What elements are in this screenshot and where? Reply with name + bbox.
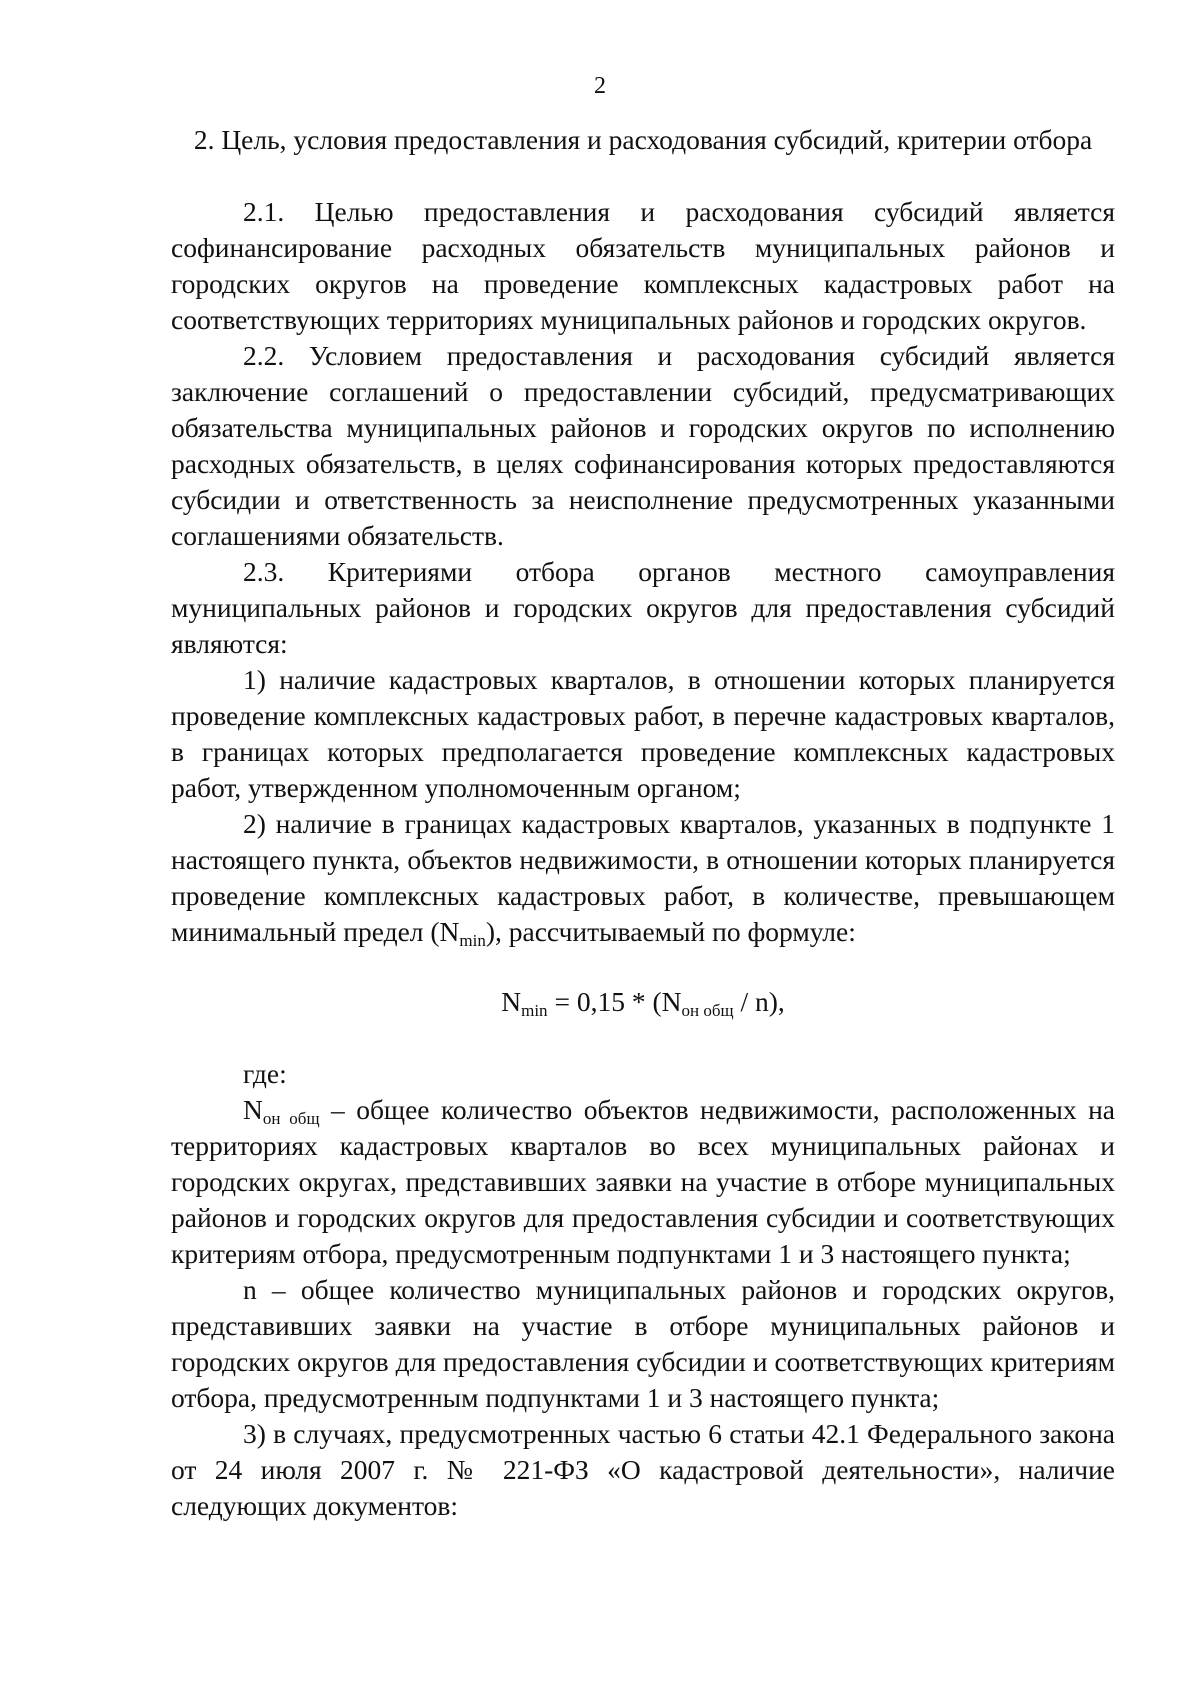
section-heading: 2. Цель, условия предоставления и расходования субсидий, критерии отбора [193,124,1093,155]
criterion-item-1: 1) наличие кадастровых кварталов, в отношении которых планируется проведение комплексных кадастровых работ, в перечне кадастровых кварталов, в границах которых предполагается проведение комплексных кадастровых работ, утвержденном уполномоченным органом; [171,664,1115,803]
paragraph-2-3: 2.3. Критериями отбора органов местного самоуправления муниципальных районов и городских округов для предоставления субсидий являются: [171,556,1115,659]
criterion-item-2-text-end: ), рассчитываемый по формуле: [485,916,856,947]
definition-n-total-text: – общее количество объектов недвижимости, расположенных на территориях кадастровых кварталов во всех муниципальных районах и городских округах, представивших заявки на участие в отборе муниципальных районов и городских округов для предоставления субсидии и соответствующих критериям отбора, предусмотренным подпунктами 1 и 3 настоящего пункта; [171,1094,1115,1269]
definition-n-total-subscript: он общ [262,1109,320,1128]
definition-n: n – общее количество муниципальных районов и городских округов, представивших заявки на участие в отборе муниципальных районов и городских округов для предоставления субсидии и соответствующих критериям отбора, предусмотренным подпунктами 1 и 3 настоящего пункта; [171,1274,1115,1413]
paragraph-2-2: 2.2. Условием предоставления и расходования субсидий является заключение соглашений о предоставлении субсидий, предусматривающих обязательства муниципальных районов и городских округов по исполнению расходных обязательств, в целях софинансирования которых предоставляются субсидии и ответственность за неисполнение предусмотренных указанными соглашениями обязательств. [171,340,1115,551]
definition-n-total [171,1092,1115,1272]
definition-n-total-symbol: N [243,1094,263,1125]
page-number: 2 [594,73,606,99]
formula-lhs: N [501,986,522,1017]
subscript-min: min [459,931,486,950]
document-body [171,122,1115,1524]
criterion-item-3: 3) в случаях, предусмотренных частью 6 статьи 42.1 Федерального закона от 24 июля 2007 г. № 221-ФЗ «О кадастровой деятельности», наличие следующих документов: [171,1418,1115,1521]
criterion-item-2-text: 2) наличие в границах кадастровых кварталов, указанных в подпункте 1 настоящего пункта, объектов недвижимости, в отношении которых планируется проведение комплексных кадастровых работ, в количестве, превышающем минимальный предел (N [171,808,1115,947]
paragraph-2-1: 2.1. Целью предоставления и расходования субсидий является софинансирование расходных обязательств муниципальных районов и городских округов на проведение комплексных кадастровых работ на соответствующих территориях муниципальных районов и городских округов. [171,196,1115,335]
formula [171,984,1115,1020]
where-label: где: [243,1058,287,1089]
criterion-item-2 [171,806,1115,950]
formula-middle: = 0,15 * (N [547,986,682,1017]
formula-end: / n), [733,986,785,1017]
formula-rhs-subscript: он общ [681,1001,734,1020]
formula-lhs-subscript: min [521,1001,548,1020]
